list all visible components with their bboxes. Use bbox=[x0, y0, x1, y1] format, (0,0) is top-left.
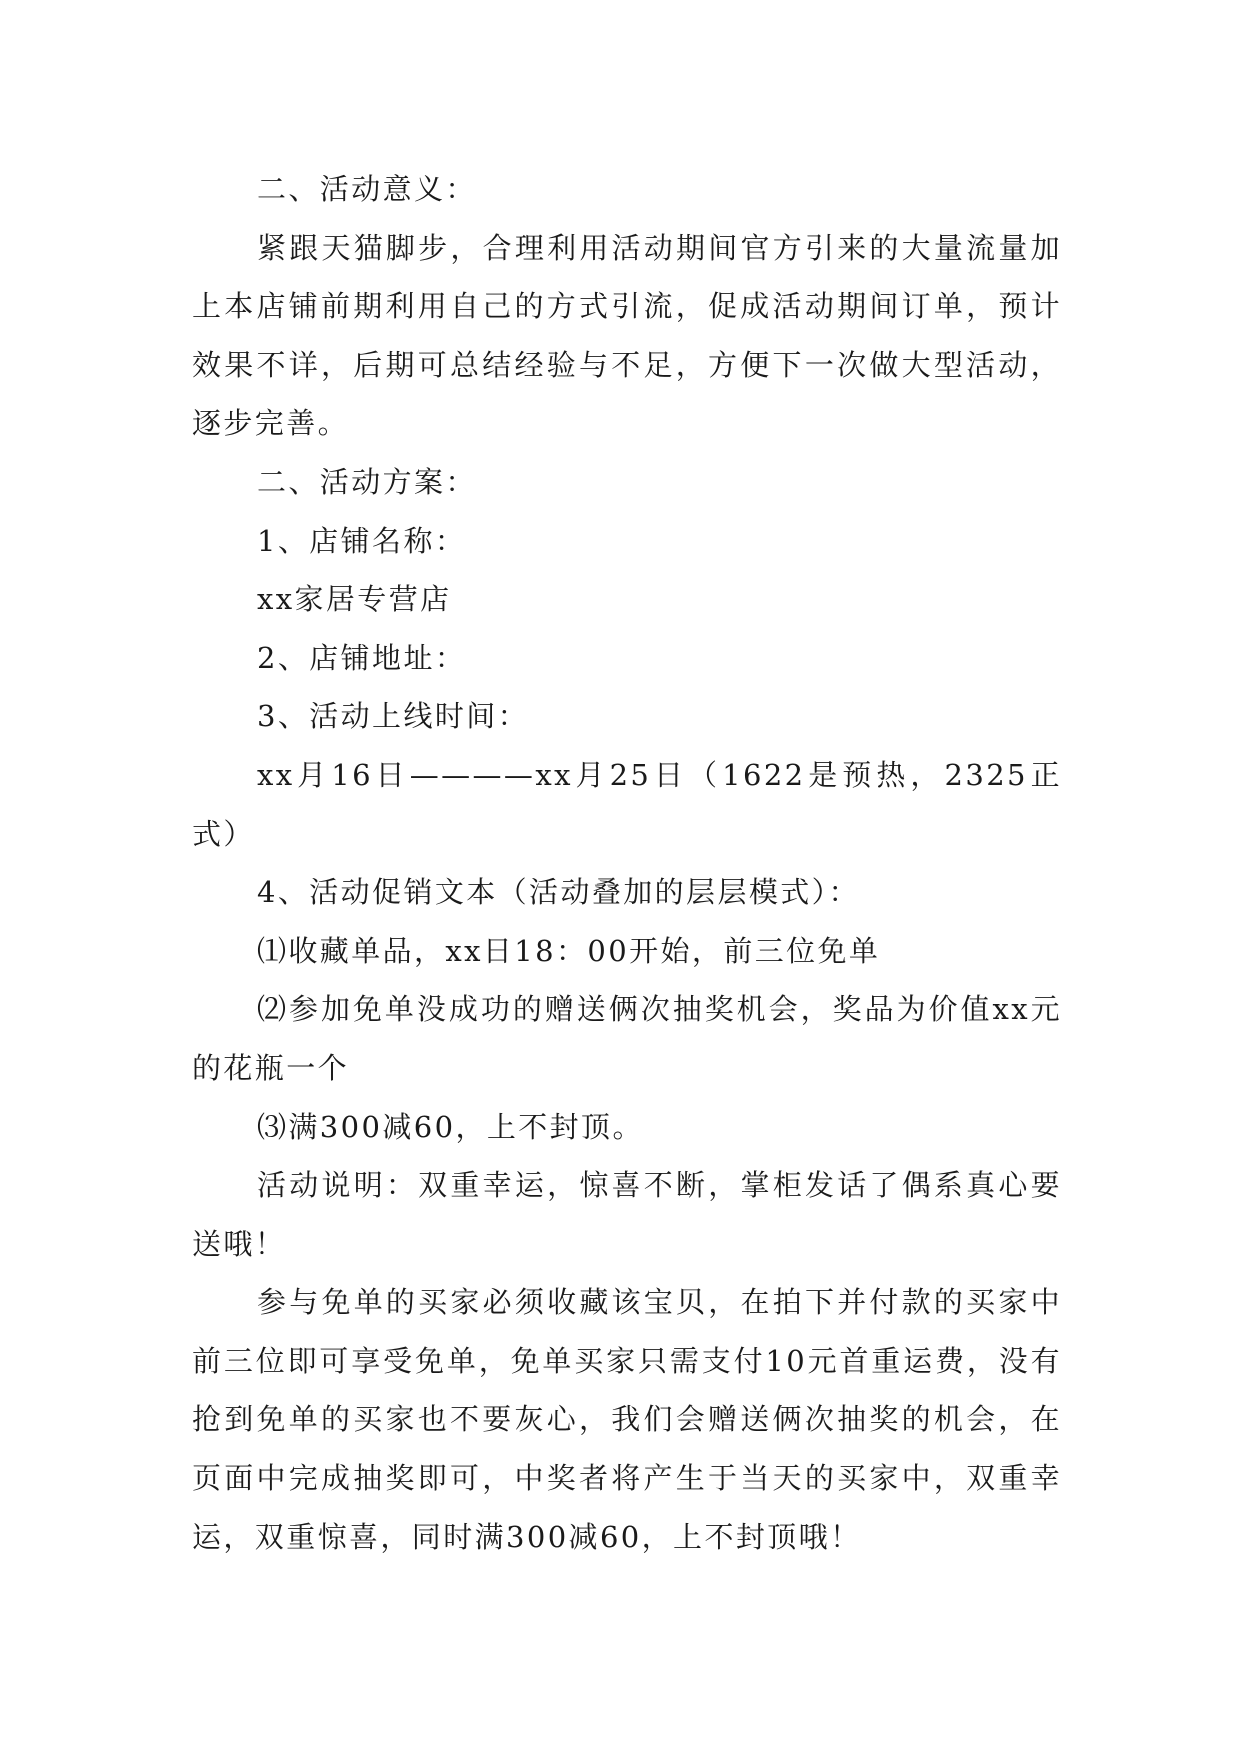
item-launch-time-value: xx月16日————xx月25日（1622是预热，2325正式） bbox=[192, 757, 1062, 851]
item-store-name-label: 1、店铺名称： bbox=[257, 523, 467, 558]
item-store-address-label: 2、店铺地址： bbox=[257, 640, 467, 675]
activity-description: 活动说明：双重幸运，惊喜不断，掌柜发话了偶系真心要送哦！ bbox=[192, 1168, 1062, 1261]
promo-item-1: ⑴收藏单品，xx日18：00开始，前三位免单 bbox=[257, 933, 881, 968]
heading-activity-plan: 二、活动方案： bbox=[257, 464, 477, 499]
item-store-name-value: xx家居专营店 bbox=[257, 582, 452, 617]
item-launch-time-label: 3、活动上线时间： bbox=[257, 699, 530, 734]
paragraph-free-order-rules: 参与免单的买家必须收藏该宝贝，在拍下并付款的买家中前三位即可享受免单，免单买家只需支付10元首重运费，没有抢到免单的买家也不要灰心，我们会赠送俩次抽奖的机会，在页面中完成抽奖即可，中奖者将产生于当天的买家中，双重幸运，双重惊喜，同时满300减60，上不封顶哦！ bbox=[192, 1285, 1062, 1554]
paragraph-significance: 紧跟天猫脚步，合理利用活动期间官方引来的大量流量加上本店铺前期利用自己的方式引流，促成活动期间订单，预计效果不详，后期可总结经验与不足，方便下一次做大型活动，逐步完善。 bbox=[192, 230, 1062, 441]
promo-item-2: ⑵参加免单没成功的赠送俩次抽奖机会，奖品为价值xx元的花瓶一个 bbox=[192, 992, 1062, 1085]
heading-activity-significance: 二、活动意义： bbox=[257, 172, 477, 206]
item-promo-text-label: 4、活动促销文本（活动叠加的层层模式）： bbox=[257, 875, 860, 910]
promo-item-3: ⑶满300减60，上不封顶。 bbox=[257, 1109, 644, 1144]
document-body bbox=[192, 160, 1062, 1566]
